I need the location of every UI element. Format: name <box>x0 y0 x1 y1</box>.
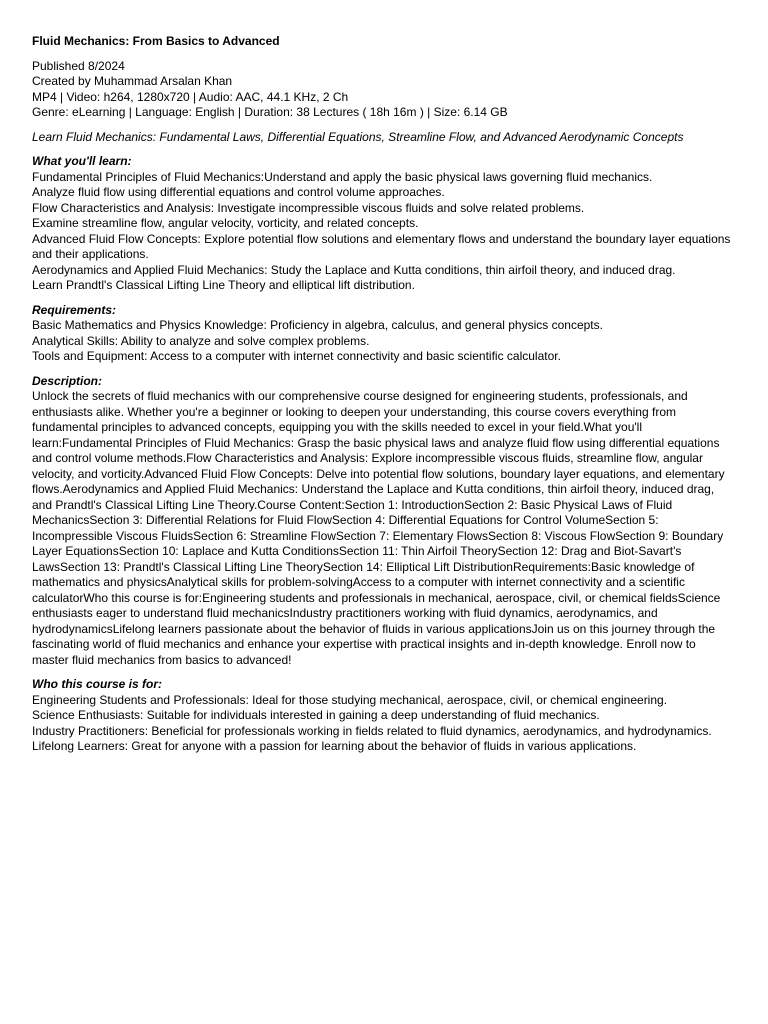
author-line: Created by Muhammad Arsalan Khan <box>32 74 233 88</box>
format-line: MP4 | Video: h264, 1280x720 | Audio: AAC, 44.1 KHz, 2 Ch <box>32 89 349 104</box>
learn-item: Advanced Fluid Flow Concepts: Explore potential flow solutions and elementary flows and understand the boundary layer equations and their applications. <box>32 231 731 261</box>
learn-item: Learn Prandtl's Classical Lifting Line Theory and elliptical lift distribution. <box>32 278 415 292</box>
learn-item: Fundamental Principles of Fluid Mechanics:Understand and apply the basic physical laws governing fluid mechanics. <box>32 169 653 184</box>
learn-item: Flow Characteristics and Analysis: Investigate incompressible viscous fluids and solve related problems. <box>32 200 585 215</box>
course-meta <box>32 59 734 121</box>
description-section <box>32 374 734 669</box>
learn-item: Aerodynamics and Applied Fluid Mechanics: Study the Laplace and Kutta conditions, thin airfoil theory, and induced drag. <box>32 262 676 277</box>
description-heading: Description: <box>32 373 103 388</box>
learn-section <box>32 154 734 294</box>
published-date: Published 8/2024 <box>32 58 125 73</box>
course-tagline: Learn Fluid Mechanics: Fundamental Laws, Differential Equations, Streamline Flow, and Advanced Aerodynamic Concepts <box>32 129 684 144</box>
audience-heading: Who this course is for: <box>32 677 163 691</box>
audience-item: Engineering Students and Professionals: Ideal for those studying mechanical, aerospace, civil, or chemical engineering. <box>32 692 668 707</box>
audience-item: Lifelong Learners: Great for anyone with a passion for learning about the behavior of fluids in various applications. <box>32 739 637 753</box>
audience-item: Industry Practitioners: Beneficial for professionals working in fields related to fluid dynamics, aerodynamics, and hydrodynamics. <box>32 723 712 738</box>
learn-item: Examine streamline flow, angular velocity, vorticity, and related concepts. <box>32 216 419 230</box>
audience-section <box>32 677 734 755</box>
requirement-item: Tools and Equipment: Access to a computer with internet connectivity and basic scientific calculator. <box>32 349 561 363</box>
requirements-section <box>32 303 734 365</box>
course-title: Fluid Mechanics: From Basics to Advanced <box>32 34 280 48</box>
audience-item: Science Enthusiasts: Suitable for individuals interested in gaining a deep understanding of fluid mechanics. <box>32 708 600 722</box>
requirements-heading: Requirements: <box>32 302 117 317</box>
requirement-item: Basic Mathematics and Physics Knowledge: Proficiency in algebra, calculus, and general physics concepts. <box>32 318 603 332</box>
learn-item: Analyze fluid flow using differential equations and control volume approaches. <box>32 185 445 199</box>
learn-heading: What you'll learn: <box>32 154 132 168</box>
document-page <box>32 34 734 764</box>
requirement-item: Analytical Skills: Ability to analyze and solve complex problems. <box>32 333 370 348</box>
description-text: Unlock the secrets of fluid mechanics with our comprehensive course designed for engineering students, professionals, and enthusiasts alike. Whether you're a beginner or looking to deepen your understanding, this course covers everything from fundamental principles to advanced concepts, equipping you with the skills needed to excel in your field.What you'll learn:Fundamental Principles of Fluid Mechanics: Grasp the basic physical laws and analyze fluid flow using differential equations and control volume methods.Flow Characteristics and Analysis: Explore incompressible viscous fluids, streamline flow, angular velocity, and vorticity.Advanced Fluid Flow Concepts: Delve into potential flow solutions, boundary layer equations, and elementary flows.Aerodynamics and Applied Fluid Mechanics: Understand the Laplace and Kutta conditions, thin airfoil theory, induced drag, and Prandtl's Classical Lifting Line Theory.Course Content:Section 1: IntroductionSection 2: Basic Physical Laws of Fluid MechanicsSection 3: Differential Relations for Fluid FlowSection 4: Differential Equations for Control VolumeSection 5: Incompressible Viscous FluidsSection 6: Streamline FlowSection 7: Elementary FlowsSection 8: Viscous FlowSection 9: Boundary Layer EquationsSection 10: Laplace and Kutta ConditionsSection 11: Thin Airfoil TheorySection 12: Drag and Biot-Savart's LawsSection 13: Prandtl's Classical Lifting Line TheorySection 14: Elliptical Lift DistributionRequirements:Basic knowledge of mathematics and physicsAnalytical skills for problem-solvingAccess to a computer with internet connectivity and a scientific calculatorWho this course is for:Engineering students and professionals in mechanical, aerospace, civil, or chemical fieldsScience enthusiasts eager to understand fluid mechanicsIndustry practitioners working with fluid dynamics, aerodynamics, and hydrodynamicsLifelong learners passionate about the behavior of fluids in various applicationsJoin us on this journey through the fascinating world of fluid mechanics and enhance your expertise with practical insights and in-depth knowledge. Enroll now to master fluid mechanics from basics to advanced! <box>32 389 725 667</box>
genre-line: Genre: eLearning | Language: English | Duration: 38 Lectures ( 18h 16m ) | Size: 6.14 GB <box>32 105 508 119</box>
